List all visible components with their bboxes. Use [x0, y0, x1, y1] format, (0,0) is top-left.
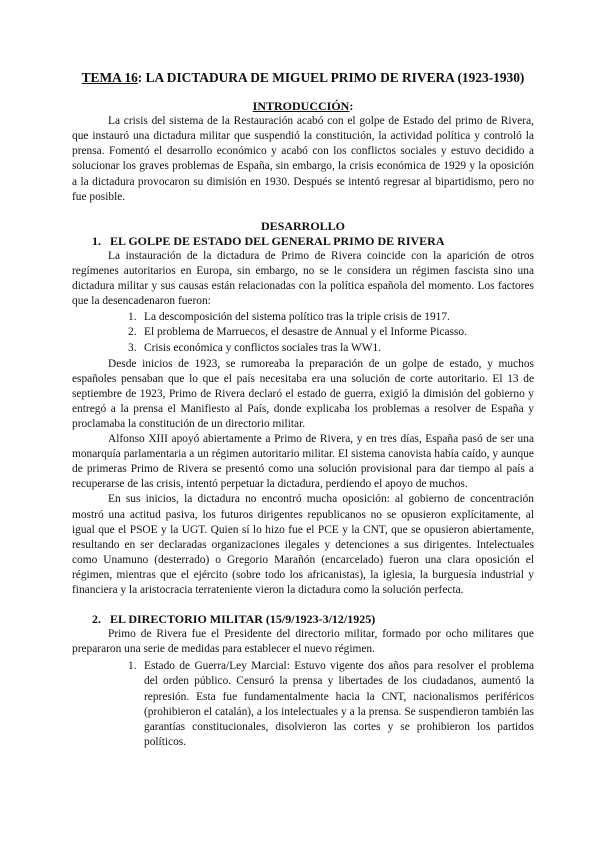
list-item-number: 1. — [128, 660, 137, 673]
list-item-text: El problema de Marruecos, el desastre de Annual y el Informe Picasso. — [144, 326, 467, 339]
list-item-text: La descomposición del sistema político tras la triple crisis de 1917. — [144, 311, 450, 324]
intro-heading-colon: : — [349, 99, 354, 114]
title-text: : LA DICTADURA DE MIGUEL PRIMO DE RIVERA (1923-1930) — [137, 70, 525, 85]
section-2-number: 2. — [92, 612, 101, 627]
list-item-number: 3. — [128, 341, 137, 354]
section-1-number: 1. — [92, 233, 101, 248]
list-item-text: Estado de Guerra/Ley Marcial: Estuvo vigente dos años para resolver el problema del orden público. Censuró la prensa y libertades de los ciudadanos, aumentó la represión. Esta fue fundamentalmente hacia la CNT, nacionalismos periféricos (prohibieron el catalán), a los intelectuales y a la prensa. Se suspendieron también las garantías constitucionales, disolvieron las cortes y se prohibieron los partidos políticos. — [144, 660, 534, 748]
intro-heading — [72, 99, 534, 114]
list-item — [72, 310, 534, 325]
list-item-text: Crisis económica y conflictos sociales tras la WW1. — [144, 341, 382, 354]
factors-list — [72, 310, 534, 355]
list-item — [72, 325, 534, 340]
list-item-number: 1. — [128, 311, 137, 324]
section-2-paragraph-1: Primo de Rivera fue el Presidente del directorio militar, formado por ocho militares que prepararon una serie de medidas para establecer el nuevo régimen. — [72, 628, 534, 656]
development-heading: DESARROLLO — [260, 218, 346, 233]
measures-list — [72, 659, 534, 750]
section-2-heading — [72, 612, 534, 627]
list-item — [72, 341, 534, 356]
intro-heading-text: INTRODUCCIÓN — [252, 99, 350, 114]
section-2-title: EL DIRECTORIO MILITAR (15/9/1923-3/12/1925) — [110, 612, 376, 627]
section-1-paragraph-4: En sus inicios, la dictadura no encontró mucha oposición: al gobierno de concentración mostró una actitud pasiva, los futuros dirigentes republicanos no se opusieron explícitamente, al igual que el PSOE y la UGT. Quien sí lo hizo fue el PCE y la CNT, que se opusieron abiertamente, resultando en ser declaradas organizaciones ilegales y detenciones a sus dirigentes. Intelectuales como Unamuno (desterrado) o Gregorio Marañón (encarcelado) fueron una clara oposición el régimen, mientras que el ejército (sobre todo los africanistas), la iglesia, la burguesía industrial y financiera y la aristocracia terrateniente vieron la dictadura como la solución perfecta. — [72, 493, 534, 596]
document-title — [72, 70, 534, 85]
section-1-paragraph-2: Desde inicios de 1923, se rumoreaba la preparación de un golpe de estado, y muchos españoles pensaban que lo que el país necesitaba era una solución de corte autoritario. El 13 de septiembre de 1923, Primo de Rivera declaró el estado de guerra, exigió la dimisión del gobierno y entregó a la prensa el Manifiesto al País, donde explicaba los problemas a resolver de España y proclamaba la constitución de un directorio militar. — [72, 357, 534, 430]
list-item-number: 2. — [128, 326, 137, 339]
section-1-paragraph-1: La instauración de la dictadura de Primo de Rivera coincide con la aparición de otros regímenes autoritarios en Europa, sin embargo, no se le considera un régimen fascista sino una dictadura militar y sus causas están relacionadas con la política española del momento. Los factores que la desencadenaron fueron: — [72, 249, 534, 308]
list-item — [72, 659, 534, 750]
section-1-paragraph-3: Alfonso XIII apoyó abiertamente a Primo de Rivera, y en tres días, España pasó de ser una monarquía parlamentaria a un régimen autoritario militar. El sistema canovista había caído, y aunque de primeras Primo de Rivera se presentó como una solución provisional para dar tiempo al país a recuperarse de las crisis, intentó perpetuar la dictadura, perdiendo el apoyo de muchos. — [72, 433, 534, 491]
title-topic-number: TEMA 16 — [81, 70, 138, 85]
section-1-heading — [72, 234, 534, 249]
section-1-title: EL GOLPE DE ESTADO DEL GENERAL PRIMO DE RIVERA — [110, 233, 445, 248]
intro-paragraph: La crisis del sistema de la Restauración acabó con el golpe de Estado del primo de Rivera, que instauró una dictadura militar que suspendió la constitución, la actividad política y controló la prensa. Fomentó el desarrollo económico y acabó con los conflictos sociales y estuvo decidido a solucionar los graves problemas de España, sin embargo, la crisis económica de 1929 y la oposición a la dictadura provocaron su dimisión en 1930. Después se intentó regresar al bipartidismo, pero no fue posible. — [72, 115, 534, 203]
document-page — [72, 60, 534, 750]
